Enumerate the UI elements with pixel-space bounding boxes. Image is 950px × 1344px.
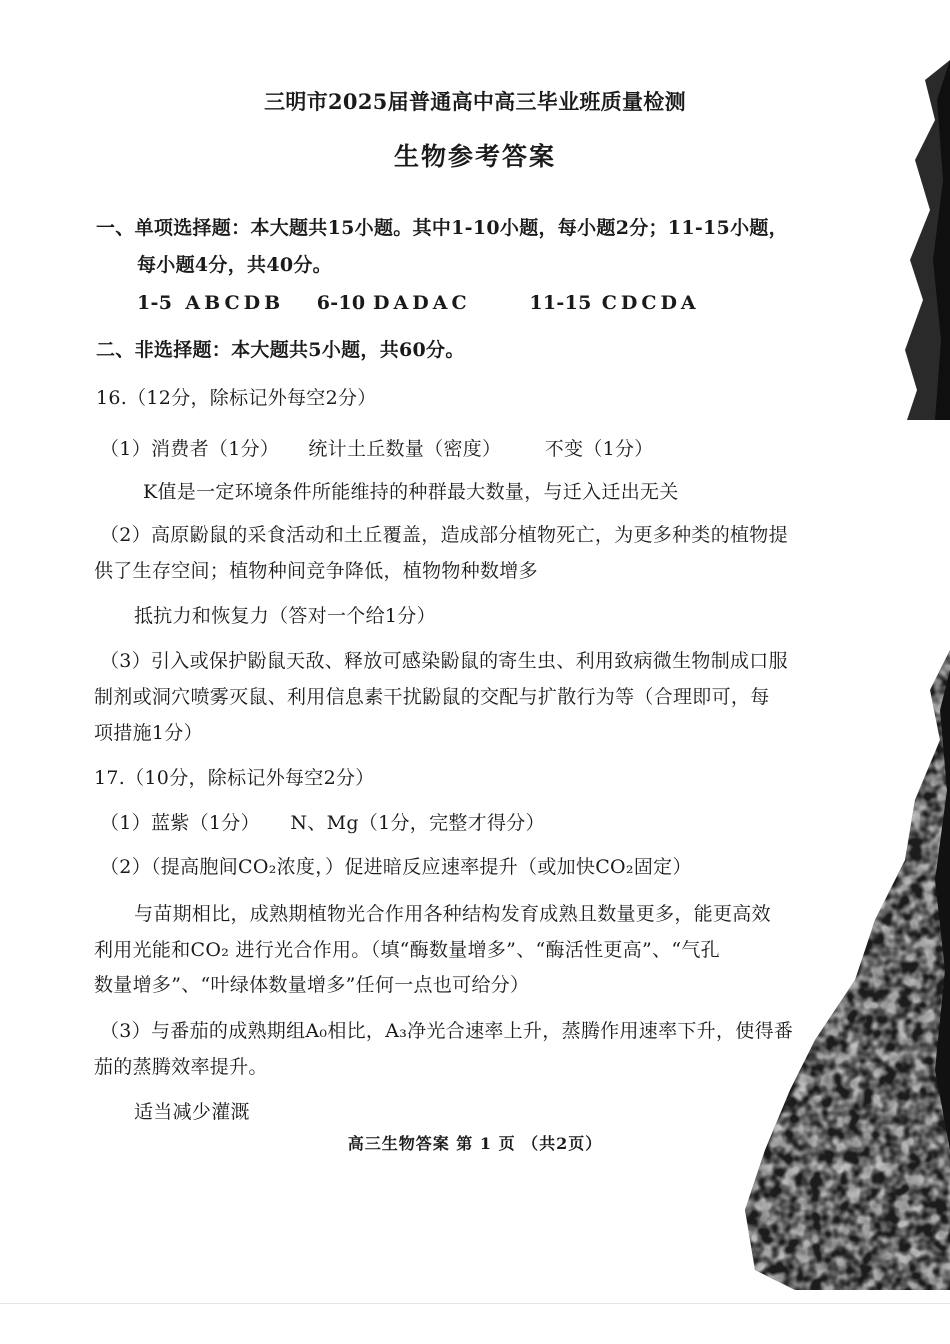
mc-range-3: 11-15 <box>529 292 592 314</box>
q17-p2-line3: 利用光能和CO₂ 进行光合作用。（填“酶数量增多”、“酶活性更高”、“气孔 <box>94 939 720 961</box>
q16-p2-line3: 抵抗力和恢复力（答对一个给1分） <box>134 605 436 627</box>
section2-header: 二、非选择题：本大题共5小题，共60分。 <box>96 339 465 361</box>
q17-p3-line2: 茄的蒸腾效率提升。 <box>94 1056 268 1078</box>
q16-p1-c: 不变（1分） <box>544 438 654 460</box>
q16-p1 <box>100 434 654 461</box>
scan-shadow-top <box>895 60 950 420</box>
mc-range-2: 6-10 <box>316 292 366 314</box>
q17-header: 17.（10分，除标记外每空2分） <box>94 767 375 789</box>
q16-p1-b: 统计土丘数量（密度） <box>308 438 502 460</box>
page-footer: 高三生物答案 第 1 页 （共2页） <box>347 1134 603 1153</box>
q17-p1 <box>100 808 545 835</box>
mc-letters-3: CDCDA <box>601 292 700 314</box>
q17-p3-line1: （3）与番茄的成熟期组A₀相比，A₃净光合速率上升，蒸腾作用速率下升，使得番 <box>100 1020 794 1042</box>
q17-p1-b: N、Mg（1分，完整才得分） <box>290 812 545 834</box>
q17-p2-line1: （2）（提高胞间CO₂浓度，）促进暗反应速率提升（或加快CO₂固定） <box>100 856 692 878</box>
mc-answers <box>137 292 700 314</box>
q17-p2-line2: 与苗期相比，成熟期植物光合作用各种结构发育成熟且数量更多，能更高效 <box>134 903 771 925</box>
q17-p1-a: （1）蓝紫（1分） <box>100 812 260 834</box>
mc-range-1: 1-5 <box>137 292 173 314</box>
q17-p2-line4: 数量增多”、“叶绿体数量增多”任何一点也可给分） <box>94 974 530 996</box>
q16-p1-explanation: K值是一定环境条件所能维持的种群最大数量，与迁入迁出无关 <box>143 481 679 503</box>
q16-p2-line2: 供了生存空间；植物种间竞争降低，植物物种数增多 <box>94 560 538 582</box>
q16-p3-line1: （3）引入或保护鼢鼠天敌、释放可感染鼢鼠的寄生虫、利用致病微生物制成口服 <box>100 650 788 672</box>
scan-shadow-bottom <box>735 650 950 1290</box>
section1-header: 一、单项选择题：本大题共15小题。其中1-10小题，每小题2分；11-15小题， <box>96 217 788 239</box>
q16-p3-line2: 制剂或洞穴喷雾灭鼠、利用信息素干扰鼢鼠的交配与扩散行为等（合理即可，每 <box>94 686 770 708</box>
q16-p1-a: （1）消费者（1分） <box>100 438 280 460</box>
q17-p3-line3: 适当减少灌溉 <box>134 1101 250 1123</box>
page-bottom-edge <box>0 1303 950 1304</box>
section1-header-cont: 每小题4分，共40分。 <box>137 254 332 276</box>
q16-p2-line1: （2）高原鼢鼠的采食活动和土丘覆盖，造成部分植物死亡，为更多种类的植物提 <box>100 524 788 546</box>
mc-letters-2: DADAC <box>373 292 471 314</box>
q16-header: 16.（12分，除标记外每空2分） <box>96 387 377 409</box>
q16-p3-line3: 项措施1分） <box>94 722 203 744</box>
document-subtitle: 生物参考答案 <box>393 142 556 171</box>
document-title: 三明市2025届普通高中高三毕业班质量检测 <box>264 89 686 114</box>
mc-letters-1: ABCDB <box>185 292 285 314</box>
